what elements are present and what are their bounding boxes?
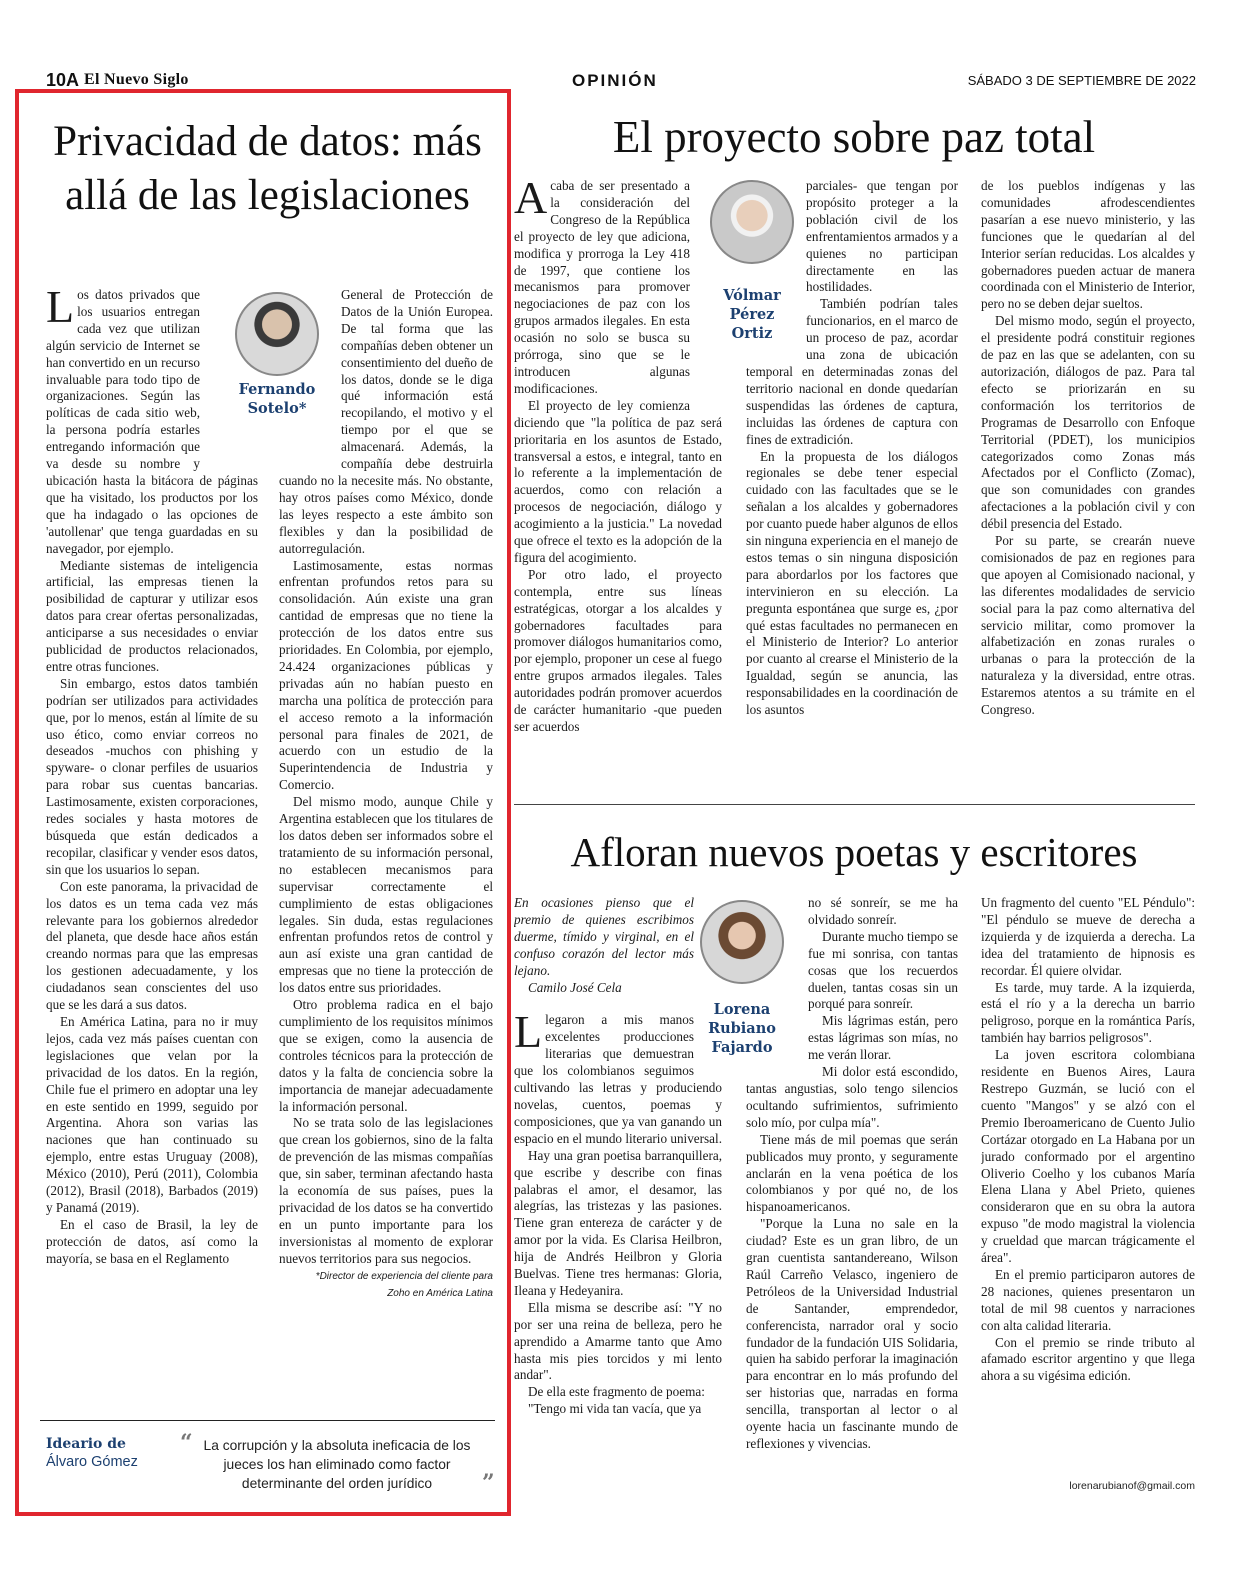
article3-author-name: Lorena Rubiano Fajardo bbox=[708, 1001, 776, 1056]
article1-author-name: Fernando Sotelo* bbox=[238, 381, 316, 417]
article1-column-1: Los datos privados que los usuarios entregan cada vez que utilizan algún servicio de Internet se han convertido en un recurso invaluable para todo tipo de organizaciones. Según las políticas de cada sitio web, la persona podría estarles entregando información que va desde su nombre y ubicación hasta la bitácora de páginas que ha visitado, los productos por los que ha indagado o las opciones de 'autollenar' que tenga guardadas en su navegador, por ejemplo. Mediante sistemas de inteligencia artificial, las empresas tienen la posibilidad de capturar y utilizar esos datos para crear ofertas personalizadas, anticiparse a sus necesidades o enviar publicidad de productos relacionados, entre otras funciones. Sin embargo, estos datos también podrían ser utilizados para actividades que, por lo menos, están al límite de su uso ético, como enviar correos no deseados -muchos con phishing y spyware- o clonar perfiles de usuarios para robar sus cuentas bancarias. Lastimosamente, existen corporaciones, redes sociales y hasta motores de búsqueda que están dedicados a recopilar, clasificar y vender esos datos, sin que los usuarios lo sepan. Con este panorama, la privacidad de los datos es un tema cada vez más relevante para los gobiernos alrededor del planeta, que desde hace años están creando normas para que las empresas los gestionen adecuadamente, y los ciudadanos sean conscientes del uso que se les dará a sus datos. En América Latina, para no ir muy lejos, cada vez más países cuentan con legislaciones que velan por la privacidad de los datos. En la región, Chile fue el primero en adoptar una ley en este sentido en 1999, seguido por Argentina. Ahora son varias las naciones que han continuado su ejemplo, entre estas Uruguay (2008), México (2010), Perú (2011), Colombia (2012), Brasil (2018), Barbados (2019) y Panamá (2019). En el caso de Brasil, la ley de protección de datos, así como la mayoría, se basa en el Reglamento bbox=[46, 287, 258, 1266]
author-note: *Director de experiencia del cliente para bbox=[315, 1270, 493, 1282]
ideario-divider bbox=[40, 1420, 495, 1421]
article1-title: Privacidad de datos: más allá de las legislaciones bbox=[53, 118, 482, 219]
article1-column-2: General de Protección de Datos de la Unión Europea. De tal forma que las compañías deben obtener un consentimiento del dueño de los datos, donde se le diga qué información está recopilando, el motivo y el tiempo por el que se almacenará. Además, la compañía debe destruirla cuando no la necesite más. No obstante, hay otros países como México, donde las leyes respecto a este ámbito son flexibles y dan la posibilidad de autorregulación. Lastimosamente, estas normas enfrentan profundos retos para su consolidación. Aún existe una gran cantidad de empresas que no tiene la protección de los datos entre sus prioridades. En Colombia, por ejemplo, 24.424 organizaciones públicas y privadas aún no habían puesto en marcha una política de protección para el acceso remoto a la información personal para finales de 2021, de acuerdo con un estudio de la Superintendencia de Industria y Comercio. Del mismo modo, aunque Chile y Argentina establecen que los titulares de los datos deben ser informados sobre el tratamiento de su información personal, no establecen mecanismos para supervisar correctamente el cumplimiento de estas obligaciones legales. Sin duda, estas regulaciones enfrentan profundos retos de control y aun así existe una gran cantidad de empresas que no tiene la protección de los datos entre sus prioridades. Otro problema radica en el bajo cumplimiento de los requisitos mínimos que se exigen, como la ausencia de controles técnicos para la protección de datos y la falta de conciencia sobre la importancia de manejar adecuadamente la información personal. No se trata solo de las legislaciones que crean los gobiernos, sino de la falta de prevención de las mismas compañías que, sin saber, terminan afectando hasta la economía de sus países, pues la privacidad de los datos se ha convertido en un punto importante para los inversionistas al momento de explorar nuevos territorios para sus negocios. *Director de experiencia del cliente para Zoho en América Latina bbox=[279, 287, 493, 1299]
ideario-quote: La corrupción y la absoluta ineficacia de los jueces los han eliminado como factor determinante del orden jurídico bbox=[203, 1438, 471, 1491]
newspaper-name: El Nuevo Siglo bbox=[84, 71, 189, 88]
ideario-name: Álvaro Gómez bbox=[46, 1454, 138, 1470]
ideario-title: Ideario de bbox=[46, 1436, 126, 1452]
section-name: OPINIÓN bbox=[572, 71, 658, 90]
article2-column-1: Acaba de ser presentado a la consideración del Congreso de la República el proyecto de ley que adiciona, modifica y prorroga la Ley 418 de 1997, que contiene los mecanismos para promover negociaciones de paz con los grupos armados ilegales. En esta ocasión no solo se busca su prórroga, sino que se le introducen algunas modificaciones. El proyecto de ley comienza diciendo que "la política de paz será prioritaria en los asuntos de Estado, transversal a estos, e integral, tanto en lo referente a la implementación de acuerdos, como con relación a procesos de negociación, diálogo y acogimiento a la justicia." La novedad que ofrece el texto es la adopción de la figura del acogimiento. Por otro lado, el proyecto contempla, entre sus líneas estratégicas, otorgar a los alcaldes y gobernadores facultades para promover diálogos humanitarios como, por ejemplo, proponer un cese al fuego entre grupos armados ilegales. Tales autoridades podrán promover acuerdos de carácter humanitario -que pueden ser acuerdos bbox=[514, 178, 722, 734]
article2-column-3: de los pueblos indígenas y las comunidades afrodescendientes pasarían a ese nuevo ministerio, y las funciones que le quedarían al del Interior serían reducidas. Los alcaldes y gobernadores pueden actuar de manera coordinada con el Ministerio de Interior, pero no se deben dejar sueltos. Del mismo modo, según el proyecto, el presidente podrá constituir regiones de paz en las que se adelanten, con su autorización, diálogos de paz. Para tal efecto se priorizarán en su conformación los territorios de Programas de Desarrollo con Enfoque Territorial (PDET), los municipios categorizados como Zonas más Afectados por el Conflicto (Zomac), que son comunidades con grandes afectaciones a la población civil y con débil presencia del Estado. Por su parte, se crearán nueve comisionados de paz en regiones para que apoyen al Comisionado nacional, y las diferentes modalidades de servicio social para la paz como alternativa del servicio militar, como promover la alfabetización en zonas rurales o urbanas o para la protección de la naturaleza y la diversidad, entre otras. Estaremos atentos a su trámite en el Congreso. bbox=[981, 178, 1195, 718]
article3-column-2: no sé sonreír, se me ha olvidado sonreír. Durante mucho tiempo se fue mi sonrisa, con tantas cosas que los recuerdos duelen, tantas cosas sin un porqué para sonreír. Mis lágrimas están, pero estas lágrimas son mías, no me verán llorar. Mi dolor está escondido, tantas angustias, solo tengo silencios ocultando sufrimientos, sufrimiento solo mío, por culpa mía". Tiene más de mil poemas que serán publicados muy pronto, y seguramente anclarán en la vena poética de los colombianos y por qué no, de los hispanoamericanos. "Porque la Luna no sale en la ciudad? Este es un gran libro, de un gran cuentista santandereano, Wilson Raúl Carreño Velasco, ingeniero de Petróleos de la Universidad Industrial de Santander, emprendedor, conferencista, narrador oral y socio fundador de la fundación UIS Solidaria, quien ha sabido perforar la imaginación para encontrar en lo más profundo del ser historias que, narradas en forma sencilla, transportan al lector o al oyente hacia un fascinante mundo de reflexiones y vivencias. bbox=[746, 895, 958, 1451]
article2-title: El proyecto sobre paz total bbox=[612, 112, 1096, 162]
open-quote-icon: “ bbox=[180, 1430, 193, 1456]
article2-column-2: parciales- que tengan por propósito proteger a la población civil de los enfrentamientos armados y a quienes no participan directamente en las hostilidades. También podrían tales funcionarios, en el marco de un proceso de paz, acordar una zona de ubicación temporal en determinadas zonas del territorio nacional en donde quedarían suspendidas las órdenes de captura, incluidas las órdenes de captura con fines de extradición. En la propuesta de los diálogos regionales se debe tener especial cuidado con las facultades que se le señalan a los alcaldes y gobernadores por cuanto puede haber algunos de ellos sin ninguna experiencia en el manejo de estos temas o sin ninguna disposición para abordarlos por los factores que intervinieron en su elección. La pregunta espontánea que surge es, ¿por qué estas facultades no permanecen en el Ministerio de Interior? Lo anterior por cuanto al crearse el Ministerio de la Igualdad, según se anuncia, las responsabilidades en la coordinación de los asuntos bbox=[746, 178, 958, 718]
article3-column-1: En ocasiones pienso que el premio de quienes escribimos duerme, tímido y virginal, en el confuso corazón del lector más lejano. Camilo José Cela Llegaron a mis manos excelentes producciones literarias que demuestran que los colombianos seguimos cultivando las letras y produciendo novelas, cuentos, poemas y composiciones, que ya van ganando un espacio en el mundo literario universal. Hay una gran poetisa barranquillera, que escribe y describe con finas palabras el amor, el desamor, las alegrías, las tristezas y las pasiones. Tiene gran entereza de carácter y de amor por la vida. Es Clarisa Heilbron, hija de Andrés Heilbron y Gloria Buelvas. Tiene tres hermanas: Gloria, Ileana y Hedeyanira. Ella misma se describe así: "Y no por ser una reina de belleza, pero he aprendido a Amarme tanto que Amo hasta mis pies torcidos y mi lento andar". De ella este fragmento de poema: "Tengo mi vida tan vacía, que ya bbox=[514, 895, 722, 1417]
page-number: 10A bbox=[46, 70, 80, 90]
epigraph: En ocasiones pienso que el premio de quienes escribimos duerme, tímido y virginal, en el confuso corazón del lector más lejano. bbox=[514, 895, 694, 978]
article2-author-name: Vólmar Pérez Ortiz bbox=[723, 287, 781, 342]
article3-column-3: Un fragmento del cuento "EL Péndulo": "El péndulo se mueve de derecha a izquierda y de izquierda a derecha. La idea del tratamiento de hipnosis es recordar. Él quiere olvidar. Es tarde, muy tarde. A la izquierda, está el río y a la derecha un barrio peligroso, porque en la romántica París, también hay barrios peligrosos". La joven escritora colombiana residente en Buenos Aires, Laura Restrepo Guzmán, se lució con el cuento "Mangos" y se alzó con el Premio Iberoamericano de Cuento Julio Cortázar otorgado en La Habana por un jurado conformado por el argentino Oliverio Coelho y los cubanos María Elena Llana y Abel Prieto, quienes consideraron que en su obra la autora expuso "de modo magistral la violencia y crueldad que marcan trágicamente el área". En el premio participaron autores de 28 naciones, quienes presentaron un total de mil 98 cuentos y narraciones con alta calidad literaria. Con el premio se rinde tributo al afamado escritor argentino y que llega ahora a su vigésima edición. bbox=[981, 895, 1195, 1384]
section-divider bbox=[514, 804, 1195, 805]
author-email: lorenarubianof@gmail.com bbox=[1069, 1480, 1195, 1492]
article3-title: Afloran nuevos poetas y escritores bbox=[570, 829, 1138, 875]
issue-date: SÁBADO 3 DE SEPTIEMBRE DE 2022 bbox=[967, 73, 1196, 88]
epigraph-author: Camilo José Cela bbox=[528, 979, 622, 995]
close-quote-icon: ” bbox=[482, 1470, 495, 1496]
